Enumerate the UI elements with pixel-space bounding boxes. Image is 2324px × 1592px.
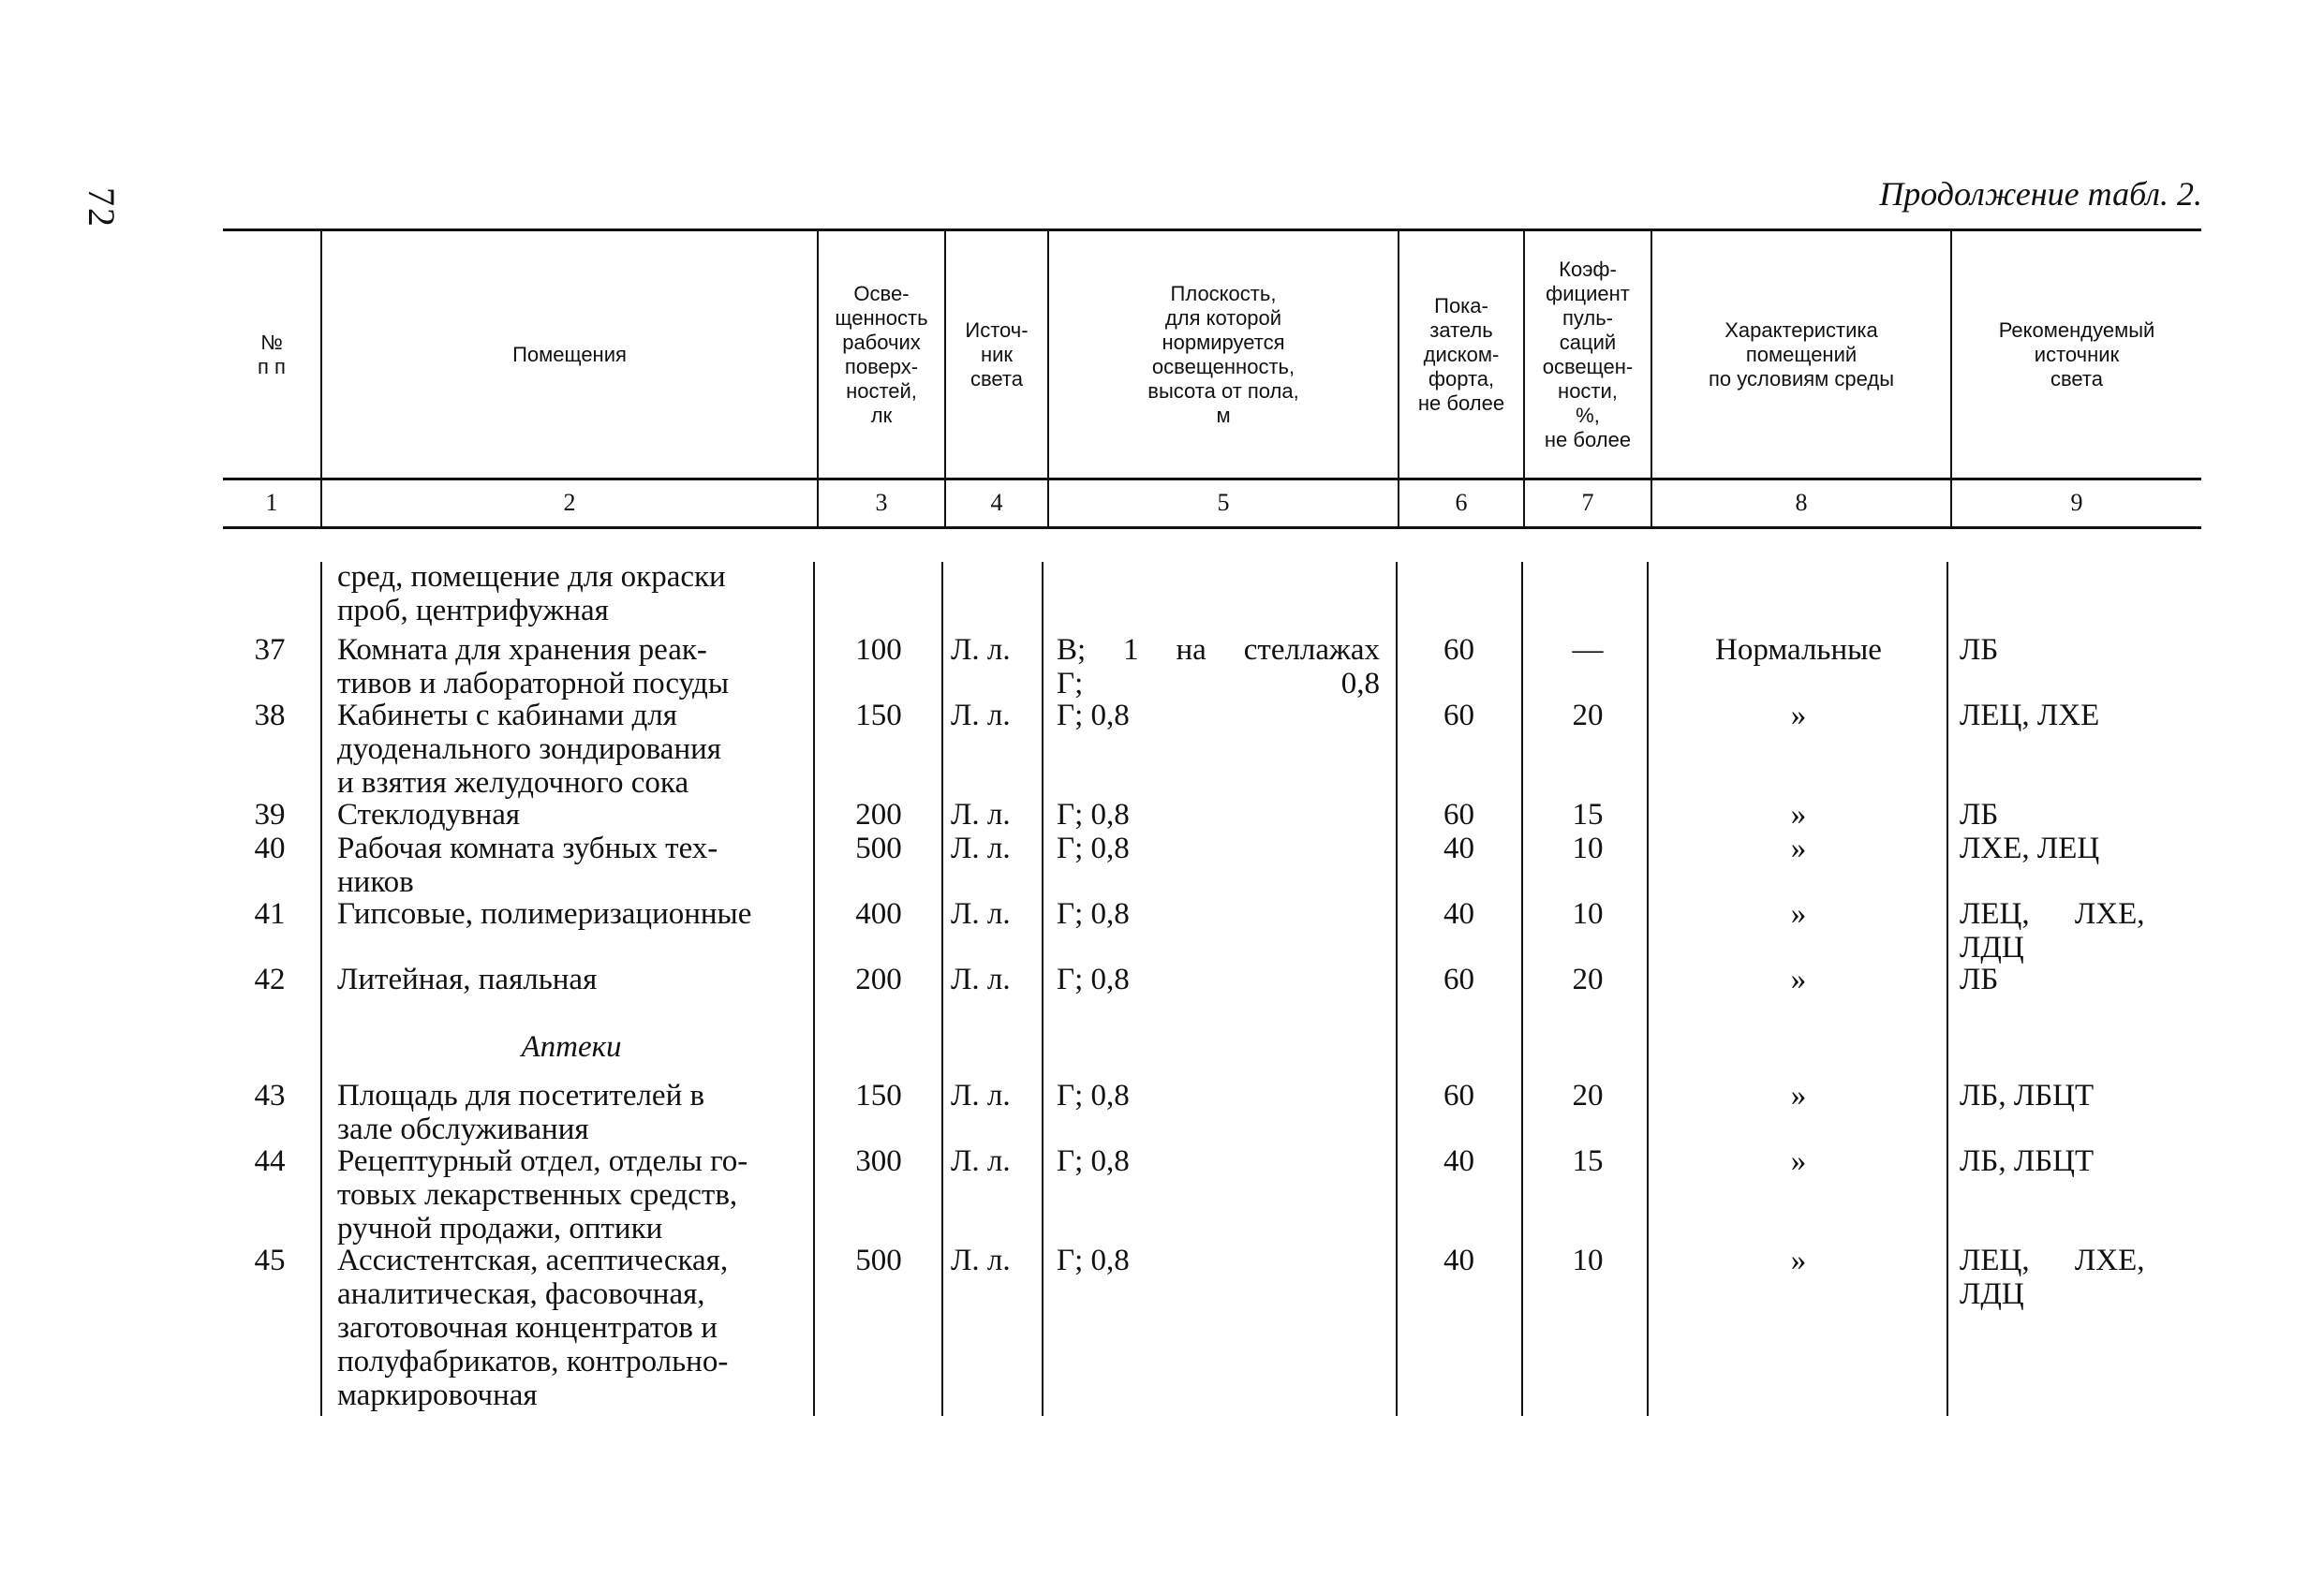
source-cell: Л. л. — [951, 897, 1011, 931]
pulsation-cell: 10 — [1572, 897, 1604, 931]
pulsation-cell: 20 — [1572, 963, 1604, 996]
vline — [1521, 562, 1523, 1416]
recommended-cell: ЛБ — [1960, 798, 1999, 832]
vline — [941, 562, 943, 1416]
recommended-cell: ЛЕЦ, ЛХЕ — [1960, 699, 2100, 732]
header-recommended: Рекомендуемый источник света — [1998, 318, 2155, 391]
column-number: 9 — [2070, 489, 2083, 516]
plane-cell: Г; 0,8 — [1057, 798, 1130, 832]
column-number: 4 — [990, 489, 1003, 516]
page-number: 72 — [81, 187, 123, 228]
plane-cell: Г; 0,8 — [1057, 1144, 1130, 1178]
plane-cell: Г; 0,8 — [1057, 963, 1130, 996]
pulsation-cell: — — [1572, 633, 1604, 667]
discomfort-cell: 60 — [1443, 1079, 1474, 1113]
num-cell: 43 — [254, 1079, 286, 1113]
column-number: 6 — [1455, 489, 1468, 516]
discomfort-cell: 60 — [1443, 633, 1474, 667]
source-cell: Л. л. — [951, 1079, 1011, 1113]
lux-cell: 500 — [855, 832, 902, 865]
room-cell: Рабочая комната зубных тех- ников — [337, 832, 718, 899]
header-room: Помещения — [512, 343, 627, 366]
characteristic-cell: » — [1790, 699, 1807, 732]
num-cell: 44 — [254, 1144, 286, 1178]
pulsation-cell: 10 — [1572, 1244, 1604, 1277]
num-cell: 45 — [254, 1244, 286, 1277]
lux-cell: 200 — [855, 798, 902, 832]
num-cell: 37 — [254, 633, 286, 667]
column-number: 8 — [1795, 489, 1808, 516]
vline — [813, 562, 815, 1416]
discomfort-cell: 40 — [1443, 1144, 1474, 1178]
header-bottom-rule — [223, 478, 2201, 480]
header-num: № п п — [258, 331, 286, 378]
characteristic-cell: » — [1790, 897, 1807, 931]
discomfort-cell: 40 — [1443, 832, 1474, 865]
lux-cell: 400 — [855, 897, 902, 931]
lux-cell: 300 — [855, 1144, 902, 1178]
header-characteristic: Характеристика помещений по условиям среды — [1708, 318, 1895, 391]
column-number-rule — [223, 526, 2201, 529]
source-cell: Л. л. — [951, 963, 1011, 996]
room-cell: Стеклодувная — [337, 798, 521, 832]
source-cell: Л. л. — [951, 699, 1011, 732]
discomfort-cell: 40 — [1443, 1244, 1474, 1277]
header-lux: Осве- щенность рабочих поверх- ностей, лк — [835, 282, 928, 427]
recommended-cell: ЛХЕ, ЛЕЦ — [1960, 832, 2100, 865]
column-number: 2 — [563, 489, 576, 516]
section-title: Аптеки — [521, 1030, 622, 1064]
column-number: 3 — [875, 489, 888, 516]
vline — [1947, 562, 1948, 1416]
room-cell: Литейная, паяльная — [337, 963, 598, 996]
lux-cell: 150 — [855, 699, 902, 732]
header-plane: Плоскость, для которой нормируется освещенность, высота от пола, м — [1147, 282, 1299, 427]
characteristic-cell: » — [1790, 963, 1807, 996]
header-pulsation: Коэф- фициент пуль- саций освещен- ности, %, не более — [1542, 258, 1634, 451]
lux-cell: 200 — [855, 963, 902, 996]
room-cell: Кабинеты с кабинами для дуоденального зондирования и взятия желудочного сока — [337, 699, 721, 800]
room-cell: Комната для хранения реак- тивов и лабораторной посуды — [337, 633, 730, 700]
plane-cell: Г; 0,8 — [1057, 699, 1130, 732]
num-cell: 42 — [254, 963, 286, 996]
header-source: Источ- ник света — [965, 318, 1029, 391]
room-cell: Рецептурный отдел, отделы го- товых лекарственных средств, ручной продажи, оптики — [337, 1144, 748, 1246]
characteristic-cell: » — [1790, 1244, 1807, 1277]
discomfort-cell: 60 — [1443, 699, 1474, 732]
discomfort-cell: 60 — [1443, 963, 1474, 996]
lux-cell: 150 — [855, 1079, 902, 1113]
recommended-cell: ЛЕЦ, ЛХЕ, ЛДЦ — [1960, 1244, 2145, 1311]
plane-cell: Г; 0,8 — [1057, 1244, 1130, 1277]
characteristic-cell: » — [1790, 832, 1807, 865]
source-cell: Л. л. — [951, 798, 1011, 832]
vline — [320, 562, 322, 1416]
num-cell: 38 — [254, 699, 286, 732]
num-cell: 40 — [254, 832, 286, 865]
lux-cell: 500 — [855, 1244, 902, 1277]
column-number: 7 — [1581, 489, 1594, 516]
plane-cell: Г; 0,8 — [1057, 897, 1130, 931]
source-cell: Л. л. — [951, 1244, 1011, 1277]
recommended-cell: ЛЕЦ, ЛХЕ, ЛДЦ — [1960, 897, 2145, 965]
plane-cell: В; 1 на стеллажах Г; 0,8 — [1057, 633, 1380, 700]
column-number: 5 — [1217, 489, 1230, 516]
characteristic-cell: Нормальные — [1715, 633, 1882, 667]
recommended-cell: ЛБ, ЛБЦТ — [1960, 1079, 2095, 1113]
pulsation-cell: 20 — [1572, 699, 1604, 732]
room-cell: Ассистентская, асептическая, аналитическая, фасовочная, заготовочная концентратов и полуфабрикатов, контрольно- маркировочная — [337, 1244, 729, 1412]
discomfort-cell: 40 — [1443, 897, 1474, 931]
discomfort-cell: 60 — [1443, 798, 1474, 832]
pulsation-cell: 10 — [1572, 832, 1604, 865]
room-cell: Гипсовые, полимеризационные — [337, 897, 752, 931]
source-cell: Л. л. — [951, 1144, 1011, 1178]
column-number: 1 — [265, 489, 278, 516]
pulsation-cell: 15 — [1572, 798, 1604, 832]
room-cell: Площадь для посетителей в зале обслуживания — [337, 1079, 705, 1146]
num-cell: 41 — [254, 897, 286, 931]
source-cell: Л. л. — [951, 832, 1011, 865]
table-caption: Продолжение табл. 2. — [1879, 175, 2202, 213]
header-discomfort: Пока- затель диском- форта, не более — [1417, 294, 1505, 415]
num-cell: 39 — [254, 798, 286, 832]
characteristic-cell: » — [1790, 1079, 1807, 1113]
vline — [1396, 562, 1398, 1416]
recommended-cell: ЛБ — [1960, 633, 1999, 667]
plane-cell: Г; 0,8 — [1057, 1079, 1130, 1113]
lux-cell: 100 — [855, 633, 902, 667]
recommended-cell: ЛБ, ЛБЦТ — [1960, 1144, 2095, 1178]
pulsation-cell: 15 — [1572, 1144, 1604, 1178]
characteristic-cell: » — [1790, 798, 1807, 832]
source-cell: Л. л. — [951, 633, 1011, 667]
top-rule — [223, 228, 2201, 231]
recommended-cell: ЛБ — [1960, 963, 1999, 996]
pulsation-cell: 20 — [1572, 1079, 1604, 1113]
plane-cell: Г; 0,8 — [1057, 832, 1130, 865]
characteristic-cell: » — [1790, 1144, 1807, 1178]
room-cell: сред, помещение для окраски проб, центрифужная — [337, 560, 726, 627]
